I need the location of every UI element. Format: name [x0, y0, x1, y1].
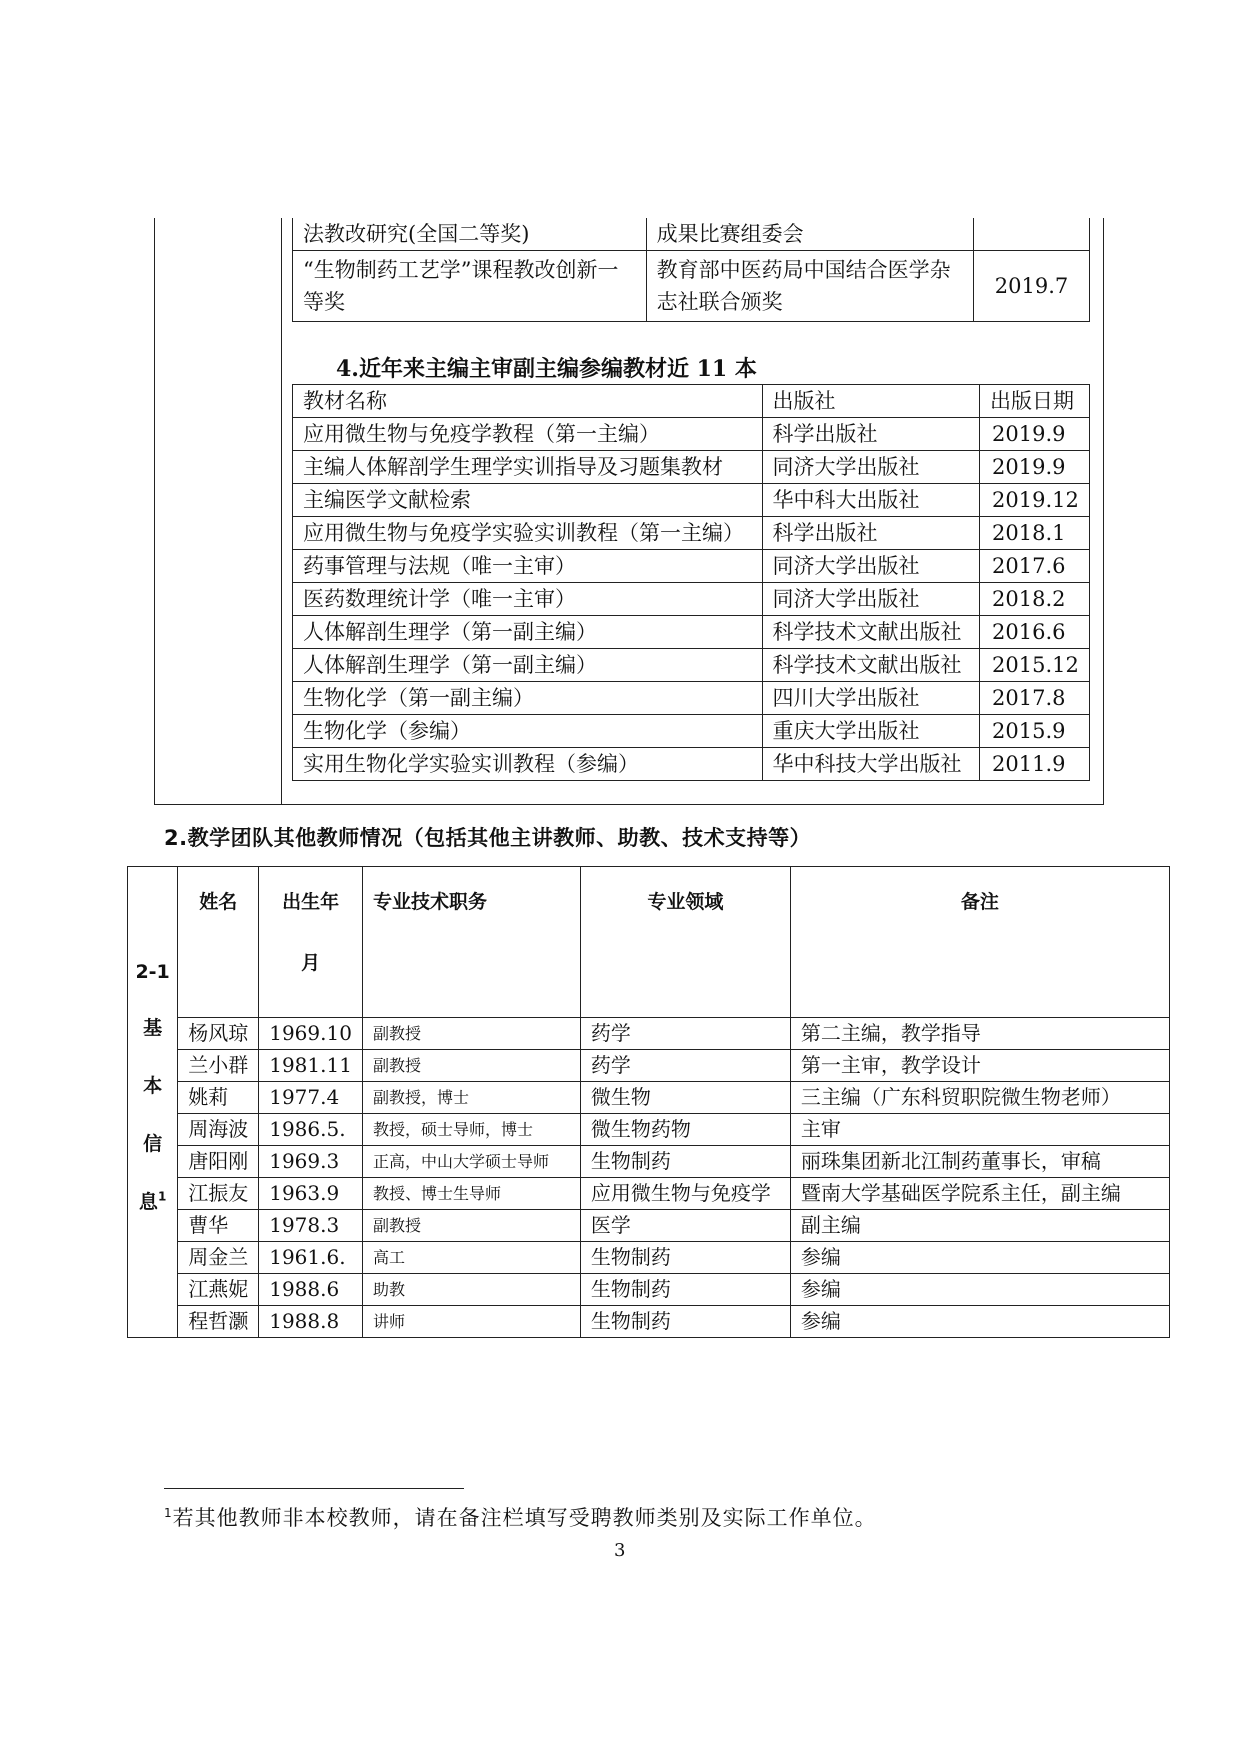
- col-header-birth-line1: 出生年: [282, 891, 340, 913]
- footnote-text: 若其他教师非本校教师，请在备注栏填写受聘教师类别及实际工作单位。: [172, 1506, 877, 1530]
- col-header-publisher: 出版社: [762, 385, 980, 418]
- row-group-char: 基: [143, 1017, 163, 1039]
- footnote-separator: [164, 1488, 464, 1489]
- footnote-mark: 1: [157, 1189, 167, 1204]
- book-date: 2015.12: [980, 649, 1090, 682]
- col-header-date: 出版日期: [980, 385, 1090, 418]
- teacher-title: 助教: [362, 1274, 580, 1306]
- book-title: 实用生物化学实验实训教程（参编）: [293, 748, 763, 781]
- table-row: [293, 251, 1090, 322]
- book-title: 应用微生物与免疫学教程（第一主编）: [293, 418, 763, 451]
- teacher-note: 三主编（广东科贸职院微生物老师）: [790, 1082, 1169, 1114]
- teacher-title: 副教授: [362, 1210, 580, 1242]
- teacher-birth: 1986.5.: [259, 1114, 363, 1146]
- teacher-name: 江振友: [178, 1178, 259, 1210]
- teacher-birth: 1988.6: [259, 1274, 363, 1306]
- frame-divider: [281, 218, 282, 804]
- table-row: [293, 715, 1090, 748]
- teacher-title: 正高，中山大学硕士导师: [362, 1146, 580, 1178]
- row-group-label: [128, 867, 178, 1338]
- book-publisher: 华中科技大学出版社: [762, 748, 980, 781]
- book-title: 应用微生物与免疫学实验实训教程（第一主编）: [293, 517, 763, 550]
- col-header-birth-line2: 月: [301, 952, 321, 974]
- book-publisher: 四川大学出版社: [762, 682, 980, 715]
- teacher-note: 暨南大学基础医学院系主任，副主编: [790, 1178, 1169, 1210]
- teacher-name: 曹华: [178, 1210, 259, 1242]
- section-title: 2.教学团队其他教师情况（包括其他主讲教师、助教、技术支持等）: [164, 826, 812, 850]
- teacher-birth: 1969.3: [259, 1146, 363, 1178]
- teacher-name: 江燕妮: [178, 1274, 259, 1306]
- table-header-row: [293, 385, 1090, 418]
- table-row: [128, 1050, 1170, 1082]
- teacher-name: 杨风琼: [178, 1018, 259, 1050]
- row-group-char: 信: [143, 1133, 163, 1155]
- award-date: 2019.7: [974, 251, 1090, 322]
- textbook-heading: 4.近年来主编主审副主编参编教材近 11 本: [336, 356, 757, 382]
- row-group-char-last: [132, 1173, 173, 1231]
- teacher-name: 兰小群: [178, 1050, 259, 1082]
- book-date: 2019.9: [980, 418, 1090, 451]
- table-row: [128, 1178, 1170, 1210]
- awards-table: [292, 218, 1090, 322]
- book-title: 人体解剖生理学（第一副主编）: [293, 616, 763, 649]
- teacher-field: 生物制药: [580, 1306, 790, 1338]
- book-publisher: 华中科大出版社: [762, 484, 980, 517]
- table-row: [128, 1274, 1170, 1306]
- table-row: [293, 218, 1090, 251]
- row-group-char: 本: [143, 1075, 163, 1097]
- teacher-birth: 1963.9: [259, 1178, 363, 1210]
- award-name: 法教改研究(全国二等奖): [293, 218, 647, 251]
- book-date: 2018.1: [980, 517, 1090, 550]
- col-header-title: 教材名称: [293, 385, 763, 418]
- teacher-title: 副教授: [362, 1050, 580, 1082]
- team-table: [127, 866, 1170, 1338]
- table-row: [293, 616, 1090, 649]
- teacher-birth: 1981.11: [259, 1050, 363, 1082]
- teacher-birth: 1977.4: [259, 1082, 363, 1114]
- teacher-birth: 1988.8: [259, 1306, 363, 1338]
- col-header-field: 专业领域: [580, 867, 790, 1018]
- book-date: 2011.9: [980, 748, 1090, 781]
- teacher-name: 周金兰: [178, 1242, 259, 1274]
- book-date: 2019.9: [980, 451, 1090, 484]
- book-publisher: 科学技术文献出版社: [762, 649, 980, 682]
- teacher-name: 程哲灏: [178, 1306, 259, 1338]
- row-group-char: 息: [138, 1191, 158, 1213]
- teacher-note: 副主编: [790, 1210, 1169, 1242]
- book-publisher: 同济大学出版社: [762, 550, 980, 583]
- footnote-mark: 1: [164, 1506, 173, 1520]
- book-publisher: 科学出版社: [762, 418, 980, 451]
- teacher-birth: 1978.3: [259, 1210, 363, 1242]
- col-header-title: 专业技术职务: [362, 867, 580, 1018]
- book-date: 2015.9: [980, 715, 1090, 748]
- table-row: [128, 1242, 1170, 1274]
- teacher-field: 生物制药: [580, 1242, 790, 1274]
- teacher-title: 副教授，博士: [362, 1082, 580, 1114]
- book-title: 生物化学（第一副主编）: [293, 682, 763, 715]
- teacher-title: 教授、博士生导师: [362, 1178, 580, 1210]
- table-row: [128, 1114, 1170, 1146]
- table-row: [293, 682, 1090, 715]
- book-publisher: 科学出版社: [762, 517, 980, 550]
- teacher-field: 医学: [580, 1210, 790, 1242]
- teacher-note: 第二主编，教学指导: [790, 1018, 1169, 1050]
- book-publisher: 同济大学出版社: [762, 583, 980, 616]
- teacher-field: 药学: [580, 1018, 790, 1050]
- award-issuer: 教育部中医药局中国结合医学杂志社联合颁奖: [646, 251, 973, 322]
- book-publisher: 科学技术文献出版社: [762, 616, 980, 649]
- teacher-note: 参编: [790, 1306, 1169, 1338]
- teacher-birth: 1961.6.: [259, 1242, 363, 1274]
- teacher-title: 副教授: [362, 1018, 580, 1050]
- book-publisher: 同济大学出版社: [762, 451, 980, 484]
- textbook-table: [292, 384, 1090, 781]
- teacher-birth: 1969.10: [259, 1018, 363, 1050]
- book-date: 2018.2: [980, 583, 1090, 616]
- teacher-field: 生物制药: [580, 1146, 790, 1178]
- teacher-name: 姚莉: [178, 1082, 259, 1114]
- table-row: [293, 484, 1090, 517]
- teacher-note: 参编: [790, 1274, 1169, 1306]
- row-group-code: 2-1: [135, 961, 170, 983]
- award-issuer: 成果比赛组委会: [646, 218, 973, 251]
- teacher-name: 唐阳刚: [178, 1146, 259, 1178]
- book-date: 2019.12: [980, 484, 1090, 517]
- teacher-field: 微生物: [580, 1082, 790, 1114]
- footnote: [164, 1502, 877, 1532]
- book-title: 人体解剖生理学（第一副主编）: [293, 649, 763, 682]
- book-title: 生物化学（参编）: [293, 715, 763, 748]
- book-title: 主编医学文献检索: [293, 484, 763, 517]
- table-header-row: [128, 867, 1170, 1018]
- table-row: [293, 649, 1090, 682]
- col-header-note: 备注: [790, 867, 1169, 1018]
- book-title: 医药数理统计学（唯一主审）: [293, 583, 763, 616]
- award-name: “生物制药工艺学”课程教改创新一等奖: [293, 251, 647, 322]
- table-row: [128, 1306, 1170, 1338]
- teacher-field: 生物制药: [580, 1274, 790, 1306]
- teacher-note: 参编: [790, 1242, 1169, 1274]
- col-header-name: 姓名: [178, 867, 259, 1018]
- teacher-name: 周海波: [178, 1114, 259, 1146]
- page-number: 3: [614, 1540, 626, 1561]
- book-title: 主编人体解剖学生理学实训指导及习题集教材: [293, 451, 763, 484]
- table-row: [128, 1146, 1170, 1178]
- book-date: 2017.6: [980, 550, 1090, 583]
- book-publisher: 重庆大学出版社: [762, 715, 980, 748]
- book-date: 2017.8: [980, 682, 1090, 715]
- teacher-title: 讲师: [362, 1306, 580, 1338]
- teacher-field: 药学: [580, 1050, 790, 1082]
- table-row: [293, 451, 1090, 484]
- table-row: [293, 517, 1090, 550]
- book-title: 药事管理与法规（唯一主审）: [293, 550, 763, 583]
- table-row: [128, 1082, 1170, 1114]
- teacher-note: 第一主审，教学设计: [790, 1050, 1169, 1082]
- teacher-field: 微生物药物: [580, 1114, 790, 1146]
- col-header-birth: [259, 867, 363, 1018]
- table-row: [293, 418, 1090, 451]
- teacher-title: 高工: [362, 1242, 580, 1274]
- teacher-field: 应用微生物与免疫学: [580, 1178, 790, 1210]
- teacher-note: 主审: [790, 1114, 1169, 1146]
- award-date: [974, 218, 1090, 251]
- teacher-title: 教授，硕士导师，博士: [362, 1114, 580, 1146]
- table-row: [128, 1018, 1170, 1050]
- table-row: [293, 550, 1090, 583]
- table-row: [128, 1210, 1170, 1242]
- teacher-note: 丽珠集团新北江制药董事长，审稿: [790, 1146, 1169, 1178]
- table-row: [293, 583, 1090, 616]
- book-date: 2016.6: [980, 616, 1090, 649]
- table-row: [293, 748, 1090, 781]
